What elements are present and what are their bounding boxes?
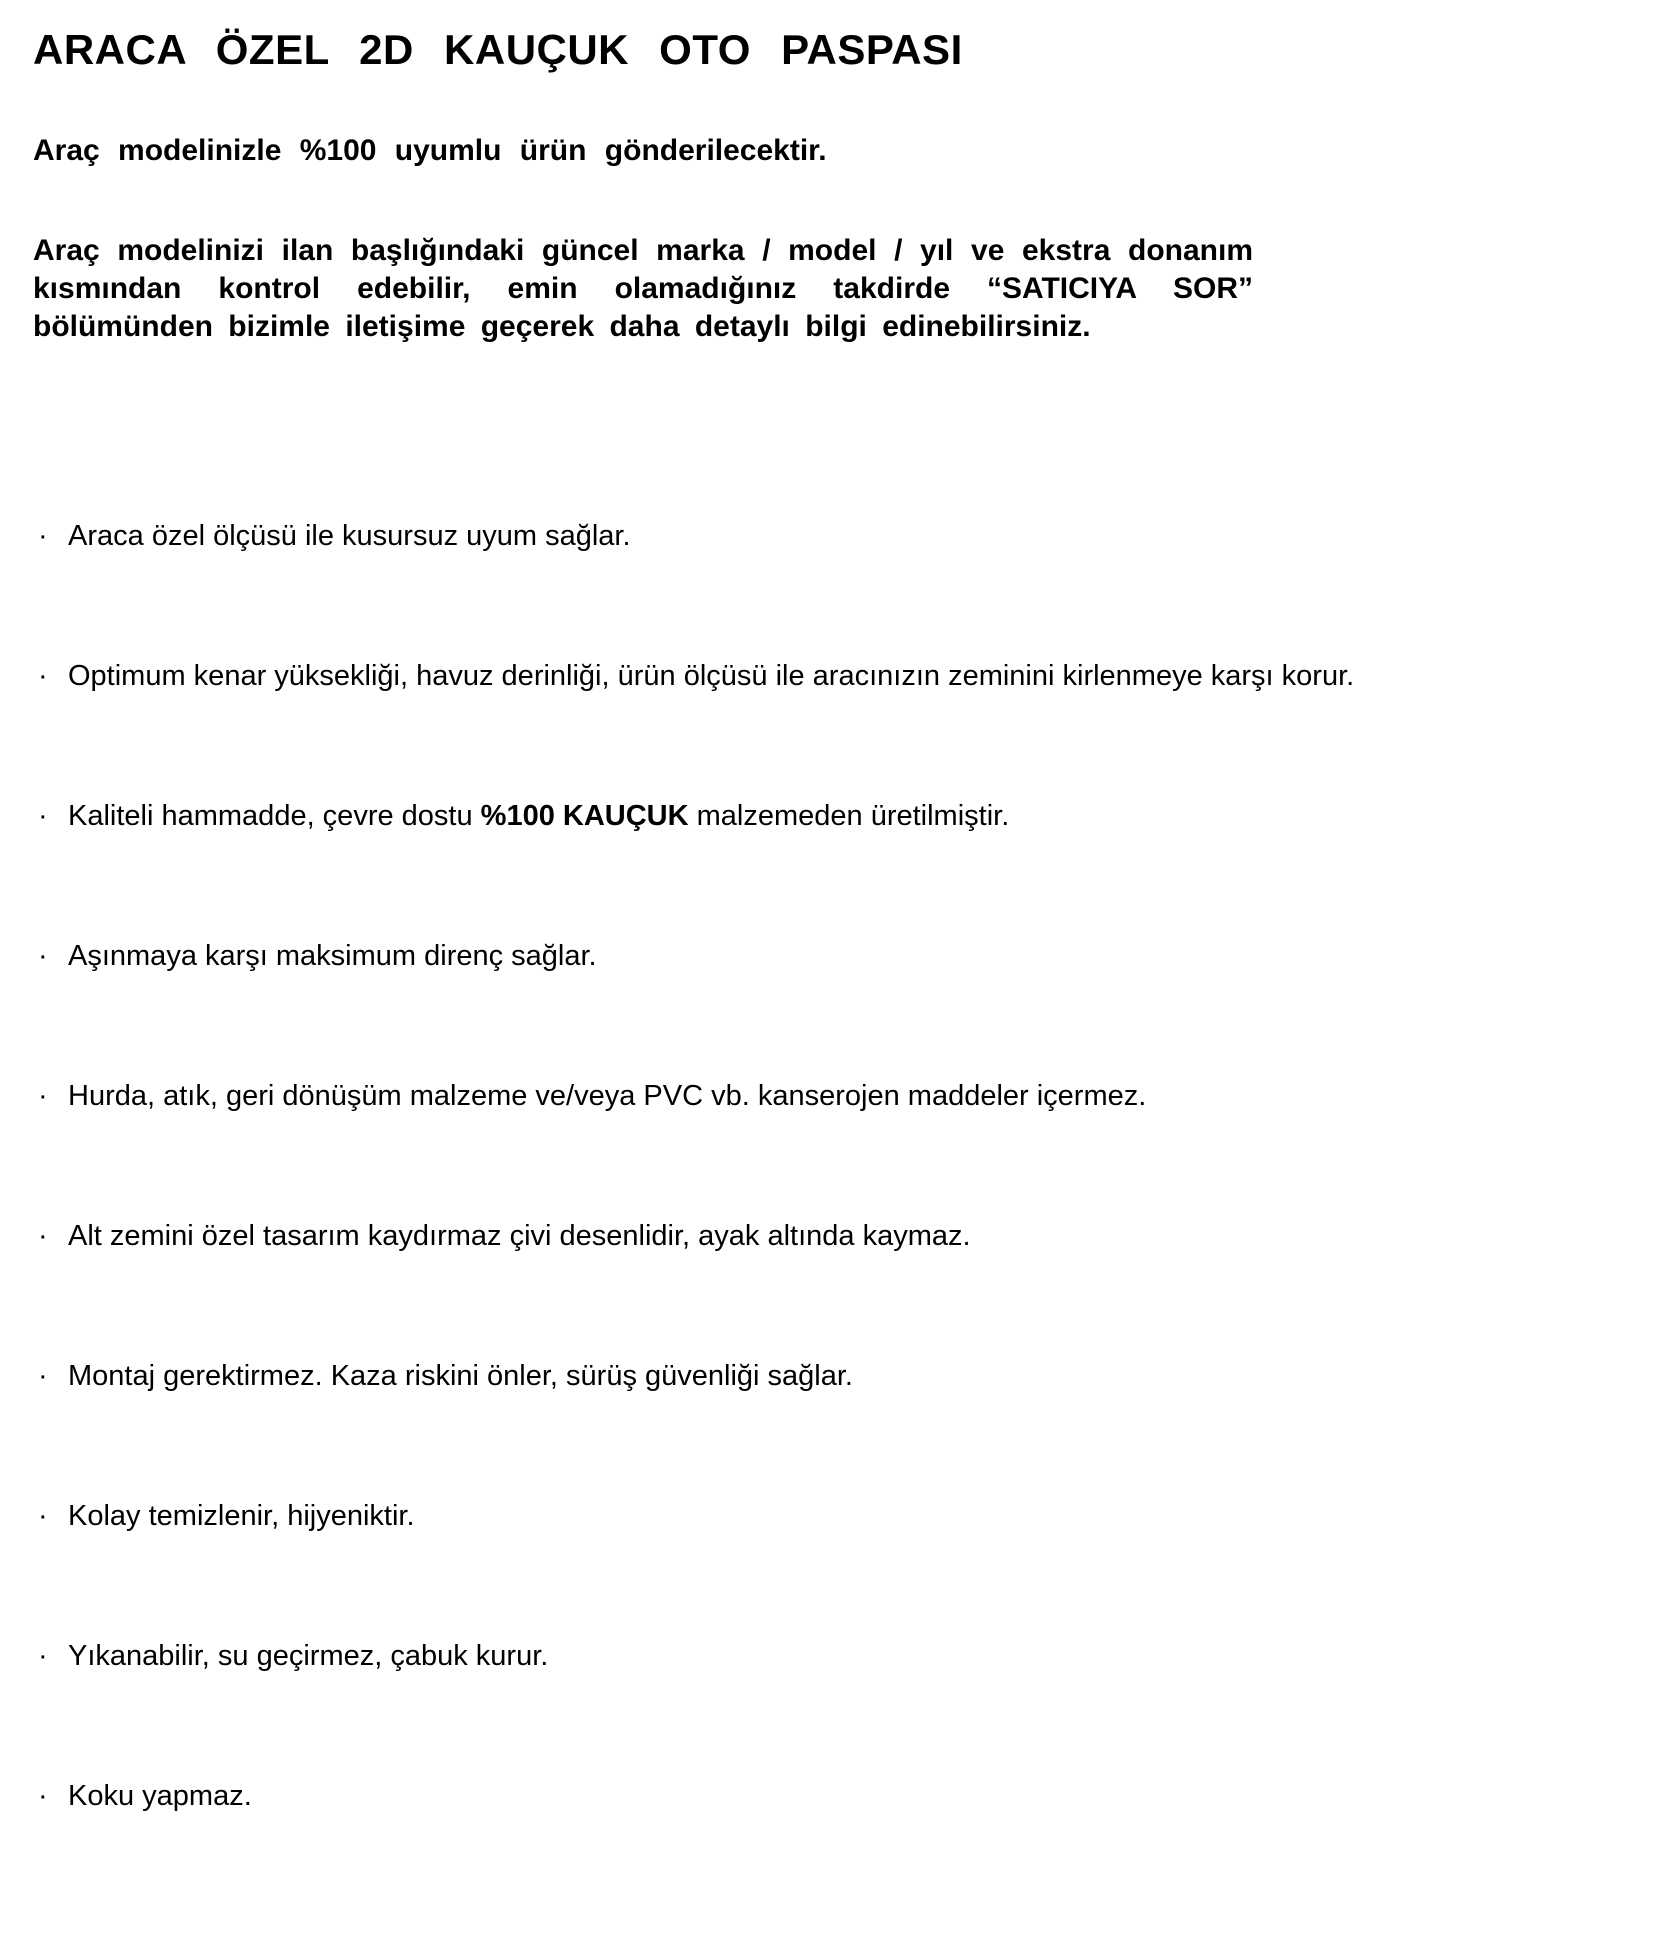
list-item-text: Koku yapmaz. xyxy=(68,1780,252,1813)
list-item xyxy=(33,798,1614,834)
bullet-icon: · xyxy=(38,800,48,833)
bullet-icon: · xyxy=(38,1500,48,1533)
document-title: ARACA ÖZEL 2D KAUÇUK OTO PASPASI xyxy=(33,26,963,73)
list-item xyxy=(33,1358,1614,1394)
list-item xyxy=(33,1638,1614,1674)
bullet-icon: · xyxy=(38,1640,48,1673)
list-item-text: Yıkanabilir, su geçirmez, çabuk kurur. xyxy=(68,1640,549,1673)
list-item-text: Kaliteli hammadde, çevre dostu %100 KAUÇUK malzemeden üretilmiştir. xyxy=(68,800,1010,833)
list-item-text: Araca özel ölçüsü ile kusursuz uyum sağlar. xyxy=(68,520,631,553)
list-item xyxy=(33,658,1614,694)
list-item-text: Montaj gerektirmez. Kaza riskini önler, sürüş güvenliği sağlar. xyxy=(68,1360,853,1393)
bullet-icon: · xyxy=(38,660,48,693)
list-item-text: Aşınmaya karşı maksimum direnç sağlar. xyxy=(68,940,597,973)
list-item-text: Alt zemini özel tasarım kaydırmaz çivi desenlidir, ayak altında kaymaz. xyxy=(68,1220,971,1253)
intro-paragraph-model-check: Araç modelinizi ilan başlığındaki güncel marka / model / yıl ve ekstra donanım kısmından kontrol edebilir, emin olamadığınız takdirde “SATICIYA SOR” bölümünden bizimle iletişime geçerek daha detaylı bilgi edinebilirsiniz. xyxy=(33,234,1253,344)
bullet-icon: · xyxy=(38,1080,48,1113)
bullet-icon: · xyxy=(38,1360,48,1393)
bullet-icon: · xyxy=(38,940,48,973)
list-item-text: Kolay temizlenir, hijyeniktir. xyxy=(68,1500,415,1533)
bullet-icon: · xyxy=(38,1780,48,1813)
intro-paragraph-compatibility: Araç modelinizle %100 uyumlu ürün gönderilecektir. xyxy=(33,134,827,168)
list-item-text: Optimum kenar yüksekliği, havuz derinliği, ürün ölçüsü ile aracınızın zeminini kirlenmeye karşı korur. xyxy=(68,660,1355,693)
bullet-icon: · xyxy=(38,520,48,553)
list-item xyxy=(33,938,1614,974)
highlighted-text: %100 KAUÇUK xyxy=(480,800,689,833)
list-item xyxy=(33,1218,1614,1254)
list-item xyxy=(33,1078,1614,1114)
list-item xyxy=(33,1498,1614,1534)
feature-list xyxy=(33,518,1614,1814)
list-item xyxy=(33,518,1614,554)
bullet-icon: · xyxy=(38,1220,48,1253)
list-item-text: Hurda, atık, geri dönüşüm malzeme ve/veya PVC vb. kanserojen maddeler içermez. xyxy=(68,1080,1147,1113)
list-item xyxy=(33,1778,1614,1814)
